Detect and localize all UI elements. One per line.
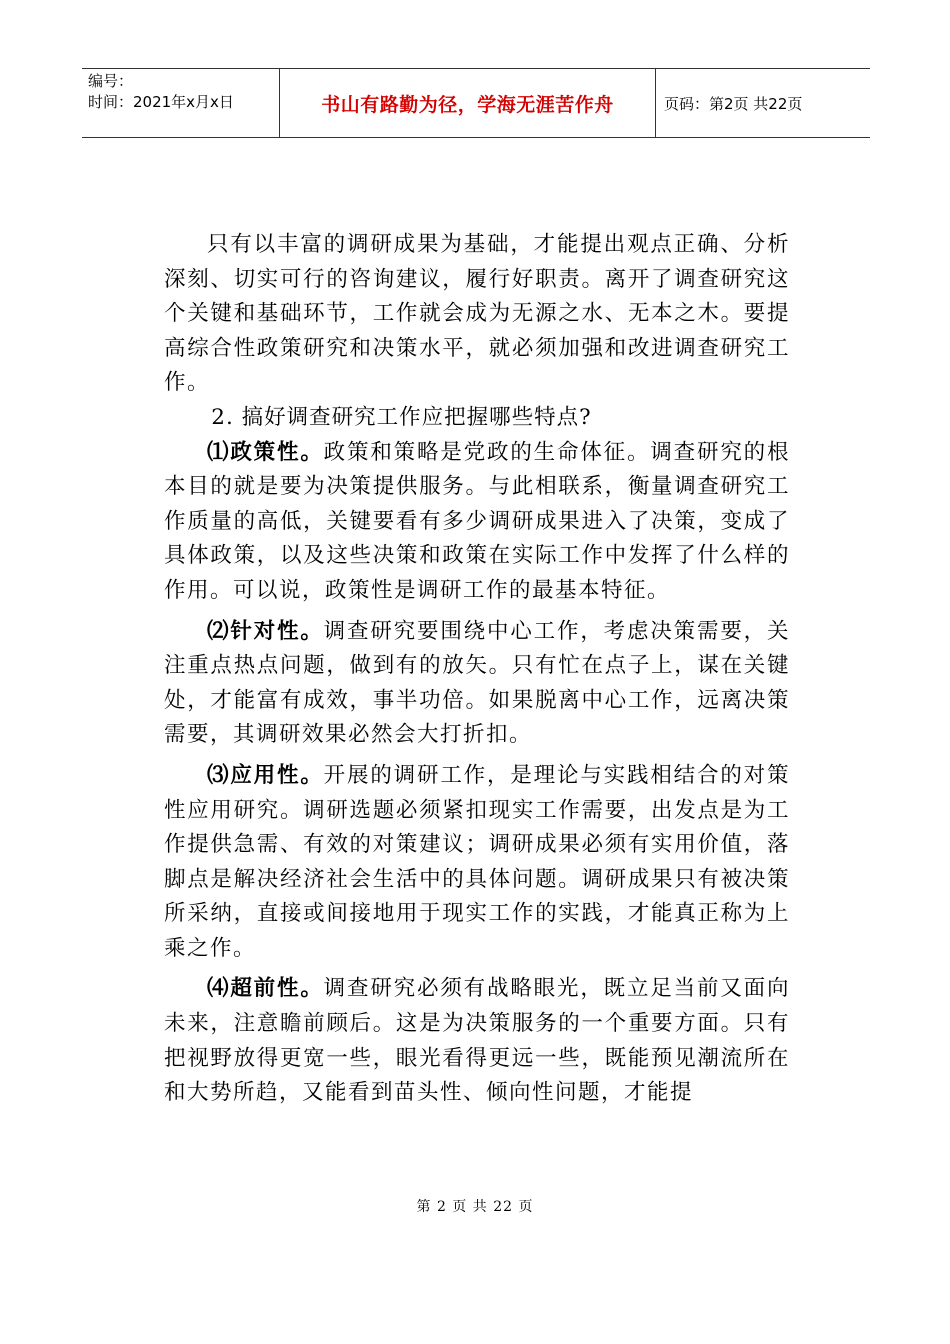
point-paragraph bbox=[164, 436, 790, 609]
point-paragraph bbox=[164, 972, 790, 1110]
point-text: 开展的调研工作，是理论与实践相结合的对策性应用研究。调研选题必须紧扣现实工作需要，出发点是为工作提供急需、有效的对策建议；调研成果必须有实用价值，落脚点是解决经济社会生活中的具体问题。调研成果只有被决策所采纳，直接或间接地用于现实工作的实践，才能真正称为上乘之作。 bbox=[164, 762, 790, 961]
header-page-info: 页码：第2页 共22页 bbox=[664, 94, 803, 113]
point-paragraph bbox=[164, 615, 790, 753]
page-header bbox=[82, 68, 870, 138]
point-title: ⑵针对性。 bbox=[207, 618, 324, 644]
header-meta bbox=[82, 69, 280, 137]
point-text: 调查研究必须有战略眼光，既立足当前又面向未来，注意瞻前顾后。这是为决策服务的一个重要方面。只有把视野放得更宽一些，眼光看得更远一些，既能预见潮流所在和大势所趋，又能看到苗头性、倾向性问题，才能提 bbox=[164, 976, 790, 1106]
point-title: ⑷超前性。 bbox=[207, 976, 324, 1002]
document-date-label: 时间：2021年x月x日 bbox=[88, 93, 234, 111]
point-text: 调查研究要围绕中心工作，考虑决策需要，关注重点热点问题，做到有的放矢。只有忙在点子上，谋在关键处，才能富有成效，事半功倍。如果脱离中心工作，远离决策需要，其调研效果必然会大打折扣。 bbox=[164, 618, 790, 748]
point-title: ⑴政策性。 bbox=[207, 439, 324, 465]
section-question: 2. 搞好调查研究工作应把握哪些特点? bbox=[211, 404, 592, 430]
point-paragraph bbox=[164, 759, 790, 967]
header-motto: 书山有路勤为径，学海无涯苦作舟 bbox=[280, 69, 656, 137]
page-footer: 第 2 页 共 22 页 bbox=[416, 1199, 534, 1215]
document-number-label: 编号： bbox=[88, 72, 134, 90]
intro-paragraph: 只有以丰富的调研成果为基础，才能提出观点正确、分析深刻、切实可行的咨询建议，履行好职责。离开了调查研究这个关键和基础环节，工作就会成为无源之水、无本之木。要提高综合性政策研究和决策水平，就必须加强和改进调查研究工作。 bbox=[164, 232, 790, 396]
point-text: 政策和策略是党政的生命体征。调查研究的根本目的就是要为决策提供服务。与此相联系，衡量调查研究工作质量的高低，关键要看有多少调研成果进入了决策，变成了具体政策，以及这些决策和政策在实际工作中发挥了什么样的作用。可以说，政策性是调研工作的最基本特征。 bbox=[164, 439, 790, 603]
document-body bbox=[164, 228, 790, 1111]
point-title: ⑶应用性。 bbox=[207, 762, 324, 788]
